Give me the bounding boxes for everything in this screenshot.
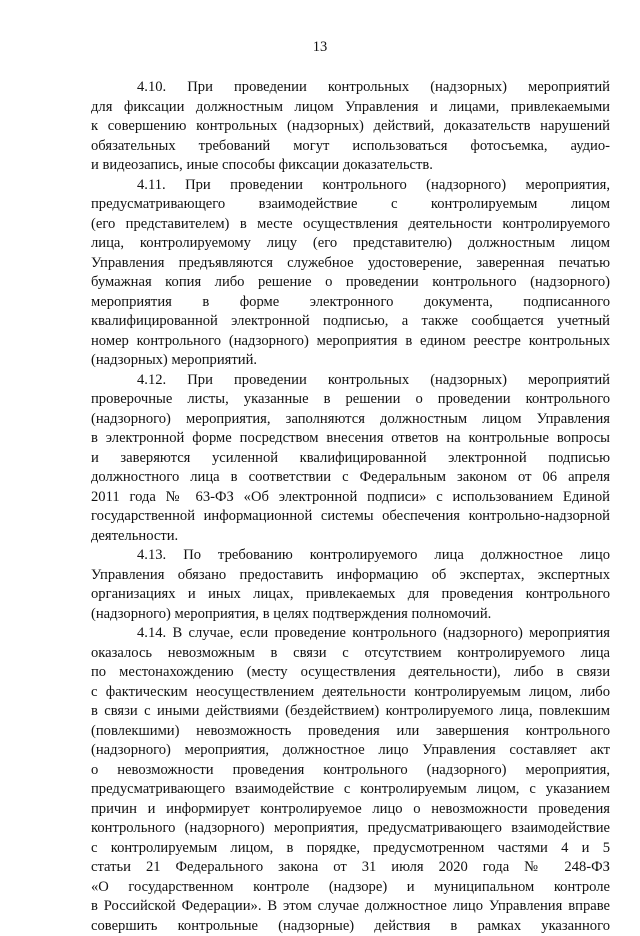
text-line: (надзорных) мероприятий. <box>91 351 610 371</box>
text-line: предусматривающего взаимодействие с контролируемым лицом, с указанием <box>91 780 610 800</box>
paragraph-5 <box>91 624 610 936</box>
text-line: 4.14. В случае, если проведение контрольного (надзорного) мероприятия <box>91 624 610 644</box>
paragraph-2 <box>91 176 610 371</box>
text-line: «О государственном контроле (надзоре) и муниципальном контроле <box>91 878 610 898</box>
text-line: предусматривающего взаимодействие с контролируемым лицом <box>91 195 610 215</box>
text-line: обязательных требований могут использоваться фотосъемка, аудио- <box>91 137 610 157</box>
text-line: квалифицированной электронной подписью, а также сообщается учетный <box>91 312 610 332</box>
text-line: (надзорного) мероприятия, в целях подтверждения полномочий. <box>91 605 610 625</box>
text-line: мероприятия в форме электронного документа, подписанного <box>91 293 610 313</box>
text-line: Управления предъявляются служебное удостоверение, заверенная печатью <box>91 254 610 274</box>
text-line: для фиксации должностным лицом Управления и лицами, привлекаемыми <box>91 98 610 118</box>
text-line: (его представителем) в месте осуществления деятельности контролируемого <box>91 215 610 235</box>
text-line: с фактическим неосуществлением деятельности контролируемым лицом, либо <box>91 683 610 703</box>
text-line: совершить контрольные (надзорные) действия в рамках указанного <box>91 917 610 936</box>
text-line: оказалось невозможным в связи с отсутствием контролируемого лица <box>91 644 610 664</box>
text-line: бумажная копия либо решение о проведении контрольного (надзорного) <box>91 273 610 293</box>
document-body <box>91 78 610 936</box>
text-line: проверочные листы, указанные в решении о проведении контрольного <box>91 390 610 410</box>
text-line: и заверяются усиленной квалифицированной электронной подписью <box>91 449 610 469</box>
text-line: статьи 21 Федерального закона от 31 июля 2020 года № 248-ФЗ <box>91 858 610 878</box>
text-line: государственной информационной системы обеспечения контрольно-надзорной <box>91 507 610 527</box>
text-line: 4.10. При проведении контрольных (надзорных) мероприятий <box>91 78 610 98</box>
text-line: должностного лица в соответствии с Федеральным законом от 06 апреля <box>91 468 610 488</box>
text-line: в Российской Федерации». В этом случае должностное лицо Управления вправе <box>91 897 610 917</box>
text-line: 4.11. При проведении контрольного (надзорного) мероприятия, <box>91 176 610 196</box>
text-line: (надзорного) мероприятия, должностное лицо Управления составляет акт <box>91 741 610 761</box>
paragraph-4 <box>91 546 610 624</box>
text-line: (повлекшими) невозможность проведения или завершения контрольного <box>91 722 610 742</box>
text-line: причин и информирует контролируемое лицо о невозможности проведения <box>91 800 610 820</box>
page-number: 13 <box>0 38 640 56</box>
text-line: организациях и иных лицах, привлекаемых для проведения контрольного <box>91 585 610 605</box>
text-line: в электронной форме посредством внесения ответов на контрольные вопросы <box>91 429 610 449</box>
text-line: номер контрольного (надзорного) мероприятия в едином реестре контрольных <box>91 332 610 352</box>
text-line: лица, контролируемому лицу (его представителю) должностным лицом <box>91 234 610 254</box>
text-line: к совершению контрольных (надзорных) действий, доказательств нарушений <box>91 117 610 137</box>
text-line: Управления обязано предоставить информацию об экспертах, экспертных <box>91 566 610 586</box>
text-line: (надзорного) мероприятия, заполняются должностным лицом Управления <box>91 410 610 430</box>
text-line: 4.12. При проведении контрольных (надзорных) мероприятий <box>91 371 610 391</box>
paragraph-1 <box>91 78 610 176</box>
text-line: деятельности. <box>91 527 610 547</box>
text-line: 2011 года № 63-ФЗ «Об электронной подписи» с использованием Единой <box>91 488 610 508</box>
text-line: о невозможности проведения контрольного (надзорного) мероприятия, <box>91 761 610 781</box>
text-line: с контролируемым лицом, в порядке, предусмотренном частями 4 и 5 <box>91 839 610 859</box>
text-line: по местонахождению (месту осуществления деятельности), либо в связи <box>91 663 610 683</box>
text-line: контрольного (надзорного) мероприятия, предусматривающего взаимодействие <box>91 819 610 839</box>
paragraph-3 <box>91 371 610 547</box>
text-line: и видеозапись, иные способы фиксации доказательств. <box>91 156 610 176</box>
text-line: в связи с иными действиями (бездействием) контролируемого лица, повлекшим <box>91 702 610 722</box>
text-line: 4.13. По требованию контролируемого лица должностное лицо <box>91 546 610 566</box>
